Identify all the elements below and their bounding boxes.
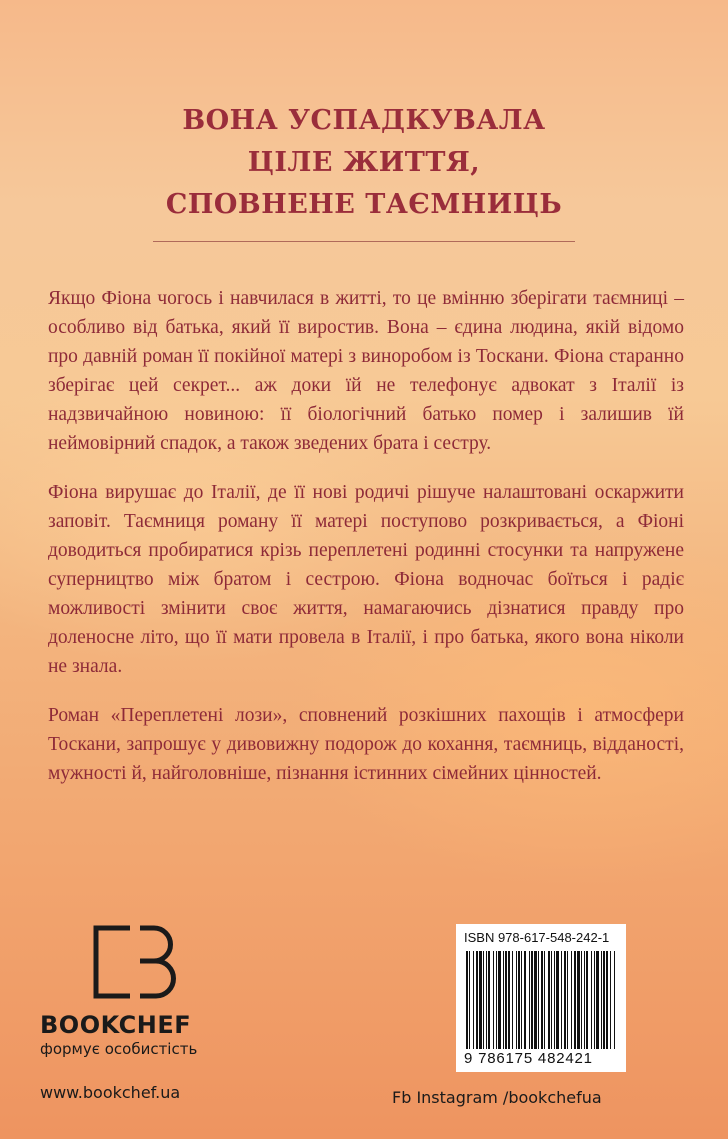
barcode-bar bbox=[505, 951, 507, 1049]
barcode-bar bbox=[498, 951, 501, 1049]
barcode-bar bbox=[577, 951, 580, 1049]
barcode-bar bbox=[571, 951, 572, 1049]
barcode-bar bbox=[603, 951, 605, 1049]
headline-line-3: СПОВНЕНЕ ТАЄМНИЦЬ bbox=[165, 189, 563, 220]
barcode-bar bbox=[493, 951, 494, 1049]
barcode-bar bbox=[469, 951, 470, 1049]
publisher-website-link[interactable]: www.bookchef.ua bbox=[40, 1083, 181, 1102]
barcode-bar bbox=[574, 951, 576, 1049]
barcode-bar bbox=[551, 951, 552, 1049]
barcode-bar bbox=[476, 951, 478, 1049]
barcode-bar bbox=[518, 951, 520, 1049]
barcode-bar bbox=[503, 951, 504, 1049]
barcode-bar bbox=[584, 951, 585, 1049]
barcode-bar bbox=[581, 951, 582, 1049]
headline-line-2: ЦІЛЕ ЖИТТЯ, bbox=[247, 147, 481, 178]
barcode-box bbox=[456, 924, 626, 1072]
barcode-bar bbox=[586, 951, 588, 1049]
publisher-name: BOOKCHEF bbox=[40, 1011, 192, 1039]
barcode-bars bbox=[464, 951, 618, 1049]
barcode-bar bbox=[524, 951, 526, 1049]
barcode-bar bbox=[548, 951, 550, 1049]
barcode-bar bbox=[556, 951, 559, 1049]
barcode-bar bbox=[508, 951, 510, 1049]
barcode-bar bbox=[591, 951, 592, 1049]
barcode-bar bbox=[486, 951, 487, 1049]
barcode-bar bbox=[479, 951, 482, 1049]
barcode-bar bbox=[538, 951, 539, 1049]
barcode-bar bbox=[594, 951, 595, 1049]
barcode-bar bbox=[466, 951, 468, 1049]
publisher-social-links[interactable]: Fb Instagram /bookchefua bbox=[392, 1088, 602, 1107]
barcode-bar bbox=[521, 951, 522, 1049]
publisher-tagline: формує особистість bbox=[40, 1040, 198, 1058]
barcode-bar bbox=[596, 951, 599, 1049]
blurb bbox=[48, 284, 684, 808]
blurb-paragraph-3: Роман «Переплетені лози», сповнений розкішних пахощів і атмосфери Тоскани, запрошує у дивовижну подорож до кохання, таємниць, відданості, мужності й, найголовніше, пізнання істинних сімейних цінностей. bbox=[48, 705, 684, 784]
barcode-bar bbox=[483, 951, 484, 1049]
divider bbox=[153, 241, 575, 242]
barcode-bar bbox=[554, 951, 555, 1049]
barcode-bar bbox=[496, 951, 497, 1049]
barcode-bar bbox=[610, 951, 611, 1049]
barcode-bar bbox=[529, 951, 530, 1049]
barcode-bar bbox=[473, 951, 474, 1049]
barcode-number: 9 786175 482421 bbox=[464, 1050, 593, 1067]
blurb-paragraph-2: Фіона вирушає до Італії, де її нові родичі рішуче налаштовані оскаржити заповіт. Таємниця роману її матері поступово розкривається, а Фіоні доводиться пробиратися крізь переплетені родинні стосунки та напружене суперництво між братом і сестрою. Фіона водночас боїться і радіє можливості змінити своє життя, намагаючись дізнатися правду про доленосне літо, що її мати провела в Італії, і про батька, якого вона ніколи не знала. bbox=[48, 482, 684, 677]
barcode-bar bbox=[512, 951, 513, 1049]
barcode-bar bbox=[606, 951, 608, 1049]
barcode-bar bbox=[544, 951, 545, 1049]
headline-line-1: ВОНА УСПАДКУВАЛА bbox=[182, 105, 546, 136]
barcode-bar bbox=[516, 951, 517, 1049]
isbn-label: ISBN 978-617-548-242-1 bbox=[464, 930, 610, 945]
bookchef-logo-icon bbox=[92, 925, 178, 1001]
barcode-bar bbox=[564, 951, 566, 1049]
barcode-bar bbox=[541, 951, 543, 1049]
headline bbox=[0, 100, 728, 226]
barcode-bar bbox=[534, 951, 537, 1049]
barcode-bar bbox=[601, 951, 602, 1049]
barcode-bar bbox=[531, 951, 533, 1049]
barcode-bar bbox=[567, 951, 568, 1049]
barcode-bar bbox=[614, 951, 615, 1049]
barcode-bar bbox=[488, 951, 490, 1049]
blurb-paragraph-1: Якщо Фіона чогось і навчилася в житті, то це вмінню зберігати таємниці – особливо від батька, який її виростив. Вона – єдина людина, якій відомо про давній роман її покійної матері з виноробом із Тоскани. Фіона старанно зберігає цей секрет... аж доки їй не телефонує адвокат з Італії із надзвичайною новиною: її біологічний батько помер і залишив їй неймовірний спадок, а також зведених брата і сестру. bbox=[48, 288, 684, 454]
barcode-bar bbox=[561, 951, 562, 1049]
